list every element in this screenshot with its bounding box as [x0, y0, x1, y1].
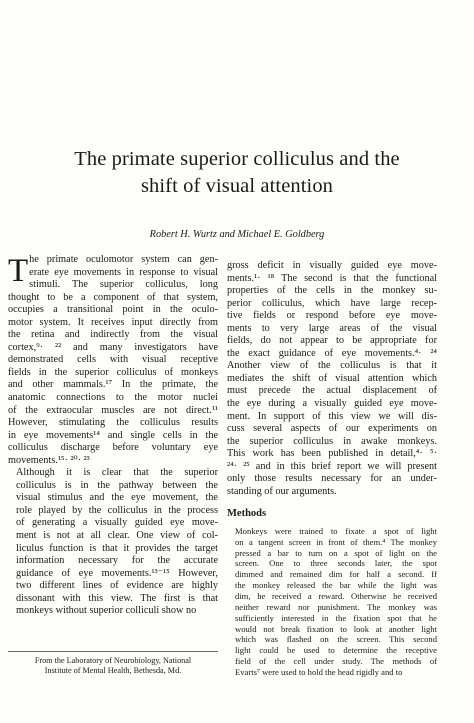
title-line-1: The primate superior colliculus and the	[74, 148, 400, 170]
methods-paragraph-line: screen. One to three seconds later, the spot	[235, 558, 437, 569]
methods-paragraph-line: would not break fixation to look at another light	[235, 623, 437, 634]
methods-paragraph-line: light could be used to determine the receptive	[235, 645, 437, 656]
continued-paragraph-line: ments.¹· ¹⁸ The second is that the functional	[227, 272, 437, 284]
author-byline: Robert H. Wurtz and Michael E. Goldberg	[149, 229, 325, 240]
second-paragraph-line: of generating a visually guided eye move-	[16, 517, 218, 529]
continued-paragraph-line: standing of our arguments.	[227, 485, 337, 497]
second-paragraph-line: role played by the colliculus in the process	[16, 504, 218, 516]
second-paragraph	[8, 467, 218, 618]
continued-paragraph-line: properties of the cells in the monkey su-	[227, 285, 437, 297]
methods-paragraph-lines	[227, 526, 437, 678]
methods-paragraph-line: pressed a bar to turn on a spot of light on the	[235, 547, 437, 558]
methods-heading: Methods	[227, 508, 267, 520]
article-title	[20, 146, 454, 200]
continued-paragraph-line: gross deficit in visually guided eye move-	[227, 260, 437, 271]
intro-paragraph-line: of the extraocular muscles are not direct.¹¹	[8, 404, 218, 416]
intro-paragraph-line: the retina and indirectly from the visual	[8, 329, 218, 341]
continued-paragraph-line: ment. In support of this view we will dis-	[227, 410, 437, 422]
drop-cap: T	[8, 253, 29, 289]
continued-paragraph-line: ments to very large areas of the visual	[227, 322, 437, 334]
continued-paragraph-lines	[227, 260, 437, 498]
methods-paragraph-line: which was flashed on the screen. This second	[235, 634, 437, 645]
intro-paragraph-line: demonstrated cells with visual receptive	[8, 354, 218, 366]
intro-paragraph-line: However, stimulating the colliculus results	[8, 417, 218, 429]
second-paragraph-lines	[8, 467, 218, 618]
intro-paragraph-line: cortex,⁹· ²² and many investigators have	[8, 341, 218, 353]
intro-paragraph	[8, 254, 218, 467]
right-column	[227, 260, 437, 678]
continued-paragraph-line: tive fields or respond before eye move-	[227, 310, 437, 322]
methods-paragraph-line: Evarts⁷ were used to hold the head rigidly and to	[235, 666, 403, 677]
continued-paragraph-line: perior colliculus, which have large recep-	[227, 297, 437, 309]
intro-paragraph-line: erate eye movements in response to visual	[29, 266, 218, 278]
continued-paragraph-line: the eye during a visually guided eye move-	[227, 398, 437, 410]
continued-paragraph-line: This work has been published in detail,⁴· ⁵·	[227, 448, 437, 460]
intro-paragraph-line: and other mammals.¹⁷ In the primate, the	[8, 379, 218, 391]
second-paragraph-line: ment is not at all clear. One view of col-	[16, 530, 218, 542]
methods-paragraph-line: dimmed and remained dim for half a second. If	[235, 569, 437, 580]
intro-paragraph-line: in eye movements¹⁴ and single cells in the	[8, 429, 218, 441]
left-column	[8, 254, 218, 618]
affiliation-footnote	[8, 656, 218, 676]
continued-paragraph-line: fields, do not appear to be appropriate for	[227, 335, 437, 347]
continued-paragraph-line: must precede the actual displacement of	[227, 385, 437, 397]
second-paragraph-line: visual stimulus and the eye movement, the	[16, 492, 218, 504]
intro-paragraph-line: occupies a transitional point in the oculo-	[8, 304, 218, 316]
second-paragraph-line: monkeys without superior colliculi show no	[16, 605, 197, 617]
second-paragraph-line: liculus function is that it provides the target	[16, 542, 218, 554]
continued-paragraph-line: ²⁴· ²⁵ and in this brief report we will present	[227, 460, 437, 472]
intro-paragraph-lines	[8, 254, 218, 467]
methods-paragraph-line: sufficiently interested in the fixation spot that he	[235, 612, 437, 623]
continued-paragraph-line: only those results necessary for an under-	[227, 473, 437, 485]
methods-paragraph-line: neither reward nor punishment. The monkey was	[235, 601, 437, 612]
intro-paragraph-line: colliculus discharge before voluntary eye	[8, 442, 218, 454]
footnote-line-2: Institute of Mental Health, Bethesda, Md.	[44, 666, 182, 676]
continued-paragraph-line: mediates the shift of visual attention which	[227, 372, 437, 384]
methods-paragraph-line: the monkey released the bar while the light was	[235, 580, 437, 591]
continued-paragraph-line: the exact guidance of eye movements.⁴· ²⁴	[227, 347, 437, 359]
second-paragraph-line: dissonant with this view. The first is that	[16, 592, 218, 604]
intro-paragraph-line: stimuli. The superior colliculus, long	[29, 279, 218, 291]
intro-paragraph-line: thought to be a component of that system,	[8, 291, 218, 303]
methods-paragraph-line: dim, he received a reward. Otherwise he received	[235, 591, 437, 601]
footnote-line-1: From the Laboratory of Neurobiology, National	[34, 656, 192, 665]
intro-paragraph-line: movements.¹⁵· ²⁰· ²³	[8, 454, 90, 466]
continued-paragraph-line: cuss several aspects of our experiments on	[227, 423, 437, 435]
intro-paragraph-line: motor system. It receives input directly from	[8, 316, 218, 328]
second-paragraph-line: information necessary for the accurate	[16, 555, 218, 567]
methods-paragraph-line: on a tangent screen in front of them.⁴ The monkey	[235, 536, 437, 547]
methods-paragraph-line: field of the cell under study. The methods of	[235, 656, 437, 667]
title-line-2: shift of visual attention	[140, 175, 334, 197]
second-paragraph-line: two different lines of evidence are highly	[16, 580, 218, 592]
second-paragraph-line: guidance of eye movements.¹³⁻¹⁵ However,	[16, 567, 218, 579]
intro-paragraph-line: fields in the superior colliculus of monkeys	[8, 366, 218, 378]
continued-paragraph-line: the superior colliculus in awake monkeys.	[227, 435, 437, 447]
continued-paragraph-line: Another view of the colliculus is that it	[227, 360, 437, 372]
second-paragraph-line: Although it is clear that the superior	[16, 467, 218, 479]
methods-paragraph	[227, 526, 437, 678]
intro-paragraph-line: he primate oculomotor system can gen-	[29, 254, 218, 265]
methods-paragraph-line: Monkeys were trained to fixate a spot of light	[235, 525, 437, 536]
second-paragraph-line: colliculus is in the pathway between the	[16, 479, 218, 491]
continued-paragraph	[227, 260, 437, 498]
intro-paragraph-line: anatomic connections to the motor nuclei	[8, 392, 218, 404]
footnote-rule	[8, 651, 218, 652]
